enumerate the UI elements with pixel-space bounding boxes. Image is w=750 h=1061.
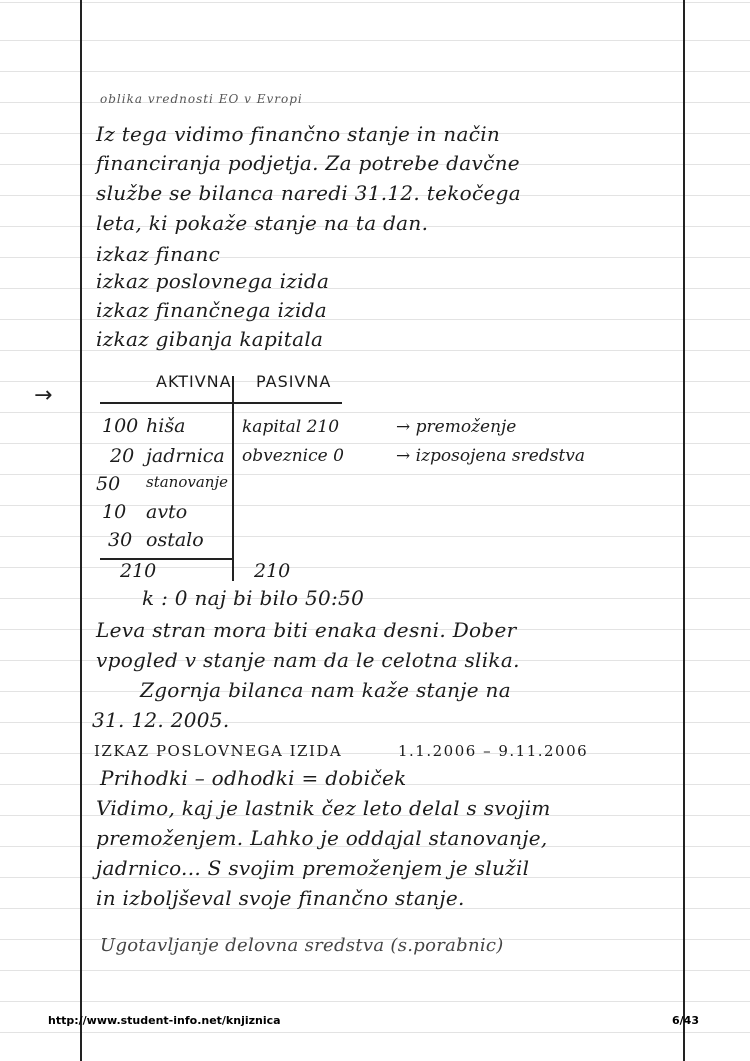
handwritten-line-t9: premoženjem. Lahko je oddajal stanovanje, [96, 826, 548, 850]
t-account-vertical-line [232, 376, 234, 581]
page-number: 6/43 [672, 1014, 699, 1027]
report-list-item-2: izkaz poslovnega izida [96, 269, 330, 293]
assets-total: 210 [120, 560, 157, 582]
liability-row-bonds: obveznice 0 [242, 446, 344, 466]
handwritten-line-1: Iz tega vidimo finančno stanje in način [96, 122, 501, 146]
liability-note-capital: → premoženje [396, 417, 517, 437]
ratio-note: k : 0 naj bi bilo 50:50 [142, 586, 365, 610]
footer-url: http://www.student-info.net/knjiznica [48, 1014, 281, 1027]
right-margin-line [683, 0, 685, 1061]
arrow-right-icon: → [34, 383, 53, 408]
left-margin-line [80, 0, 82, 1061]
handwritten-line-2: financiranja podjetja. Za potrebe davčne [96, 151, 520, 175]
report-list-item-1: izkaz financ [96, 242, 221, 266]
assets-header: AKTIVNA [156, 372, 232, 391]
handwritten-line-t11: in izboljševal svoje finančno stanje. [96, 886, 465, 910]
income-statement-dates: 1.1.2006 – 9.11.2006 [398, 742, 589, 760]
liabilities-total: 210 [254, 560, 291, 582]
handwritten-line-t8: Vidimo, kaj je lastnik čez leto delal s svojim [96, 796, 551, 820]
handwritten-line-4: leta, ki pokaže stanje na ta dan. [96, 211, 429, 235]
t-account-horizontal-line [100, 402, 342, 404]
liability-note-bonds: → izposojena sredstva [396, 446, 586, 466]
liability-row-capital: kapital 210 [242, 417, 340, 437]
handwritten-line-t12: Ugotavljanje delovna sredstva (s.porabnic) [100, 935, 504, 956]
report-list-item-4: izkaz gibanja kapitala [96, 327, 324, 351]
report-list-item-3: izkaz finančnega izida [96, 298, 328, 322]
liabilities-header: PASIVNA [256, 372, 332, 391]
handwritten-line-t5: 31. 12. 2005. [92, 708, 230, 732]
faint-header-line: oblika vrednosti EO v Evropi [100, 92, 303, 106]
handwritten-line-t2: Leva stran mora biti enaka desni. Dober [96, 618, 517, 642]
handwritten-line-t10: jadrnico... S svojim premoženjem je služil [96, 856, 530, 880]
handwritten-line-3: službe se bilanca naredi 31.12. tekočega [96, 181, 521, 205]
profit-formula: Prihodki – odhodki = dobiček [100, 766, 407, 790]
income-statement-title: IZKAZ POSLOVNEGA IZIDA [94, 742, 343, 760]
handwritten-line-t4: Zgornja bilanca nam kaže stanje na [140, 678, 511, 702]
notebook-page: oblika vrednosti EO v Evropi Iz tega vidimo finančno stanje in način financiranja podjetja. Za potrebe davčne službe se bilanca naredi 31.12. tekočega leta, ki pokaže stanje na ta dan. izkaz financ izkaz poslovnega izida izkaz finančnega izida izkaz gibanja kapitala → AKTIVNA PASIVNA 100 hiša 20 jadrnica 50 stanovanje 10 avto 30 ostalo kapital 210 → premoženje obveznice 0 → izposojena sredstva 210 210 k : 0 naj bi bilo 50:50 Leva stran mora biti enaka desni. Dober vpogled v stanje nam da le celotna slika. Zgornja bilanca nam kaže stanje na 31. 12. 2005. IZKAZ POSLOVNEGA IZIDA 1.1.2006 – 9.11.2006 Prihodki – odhodki = dobiček Vidimo, kaj je lastnik čez leto delal s svojim premoženjem. Lahko je oddajal stanovanje, jadrnico... S svojim premoženjem je služil in izboljševal svoje finančno stanje. Ugotavljanje delovna sredstva (s.porabnic) http://www.student-info.net/knjiznica 6/43 [0, 0, 750, 1061]
handwritten-line-t3: vpogled v stanje nam da le celotna slika. [96, 648, 520, 672]
